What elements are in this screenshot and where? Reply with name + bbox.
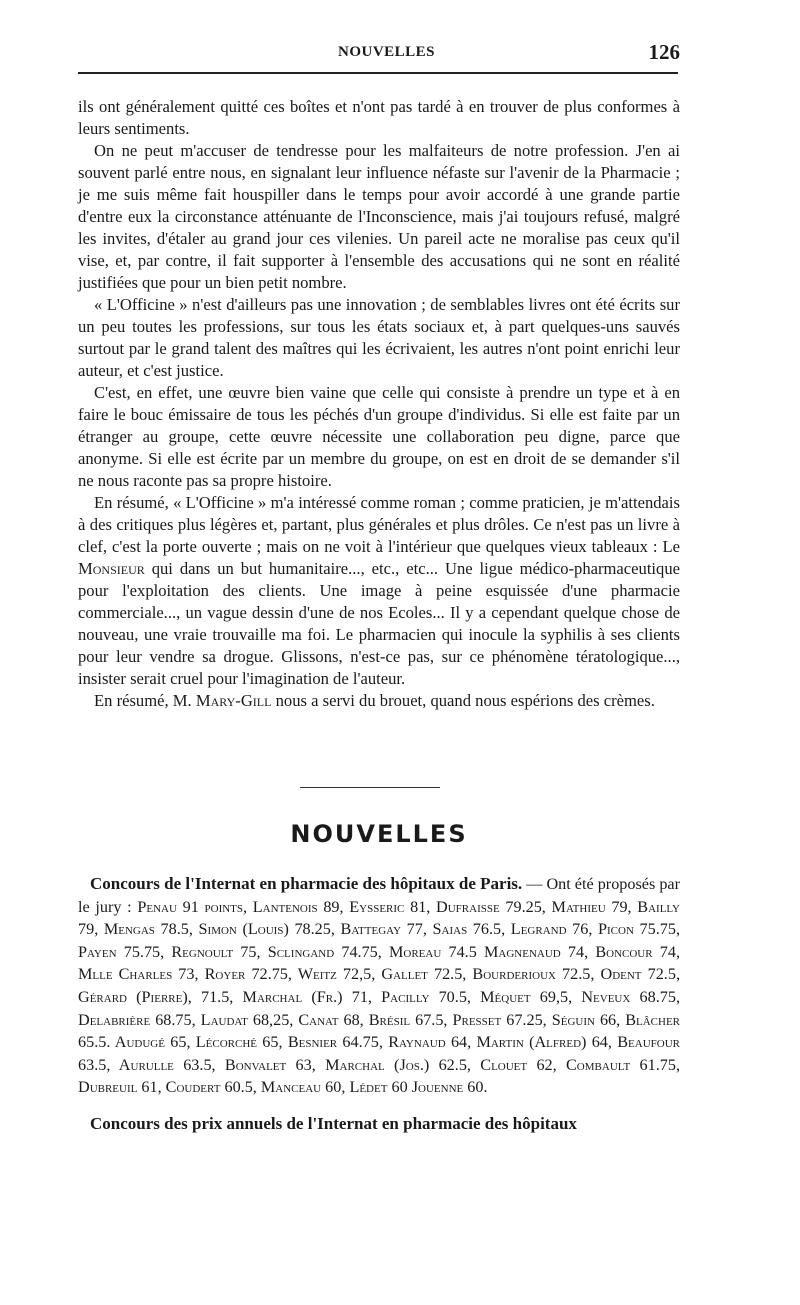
news-intro: — Ont été proposés par le jury : xyxy=(78,875,680,916)
paragraph: C'est, en effet, une œuvre bien vaine que celle qui consiste à prendre un type et à en faire le bouc émissaire de tous les péchés d'un groupe d'individus. Si elle est faite par un étranger au groupe, cette œuvre nécessite une collaboration peu digne, parce que anonyme. Si elle est écrite par un membre du groupe, on est en droit de se demander s'il ne nous raconte pas sa propre histoire. xyxy=(78,383,680,490)
news-heading: Concours de l'Internat en pharmacie des hôpitaux de Paris. xyxy=(90,874,523,893)
paragraph xyxy=(78,492,680,690)
candidate-list: Penau 91 points, Lantenois 89, Eysseric 81, Dufraisse 79.25, Mathieu 79, Bailly 79, Mengas 78.5, Simon (Louis) 78.25, Battegay 77, Saias 76.5, Legrand 76, Picon 75.75, Payen 75.75, Regnoult 75, Sclingand 74.75, Moreau 74.5 Magnenaud 74, Boncour 74, Mlle Charles 73, Royer 72.75, Weitz 72,5, Gallet 72.5, Bourderioux 72.5, Odent 72.5, Gérard (Pierre), 71.5, Marchal (Fr.) 71, Pacilly 70.5, Méquet 69,5, Neveux 68.75, Delabrière 68.75, Laudat 68,25, Canat 68, Brésil 67.5, Presset 67.25, Séguin 66, Blâcher 65.5. Audugé 65, Lécorché 65, Besnier 64.75, Raynaud 64, Martin (Alfred) 64, Beaufour 63.5, Aurulle 63.5, Bonvalet 63, Marchal (Jos.) 62.5, Clouet 62, Combault 61.75, Dubreuil 61, Coudert 60.5, Manceau 60, Lédet 60 Jouenne 60. xyxy=(78,897,680,1097)
news-section xyxy=(78,873,680,1136)
paragraph: On ne peut m'accuser de tendresse pour les malfaiteurs de notre profession. J'en ai souvent parlé entre nous, en signalant leur influence néfaste sur l'avenir de la Pharmacie ; je me suis même fait houspiller dans le temps pour avoir accordé à une grande partie d'entre eux la circonstance atténuante de l'Inconscience, mais j'ai toujours refusé, malgré les invites, d'étaler au grand jour ces vilenies. Un pareil acte ne moralise pas ceux qu'il vise, et, par contre, il fait supporter à l'ensemble des accusations qui ne sont en réalité justifiées que pour un bien petit nombre. xyxy=(78,141,680,292)
running-title: NOUVELLES xyxy=(338,44,436,60)
separator-rule xyxy=(300,787,440,788)
page-number: 126 xyxy=(648,40,680,64)
text-run: qui dans un but humanitaire..., etc., etc... Une ligue médico-pharmaceutique pour l'exploitation des clients. Une image à peine esquissée d'une pharmacie commerciale..., un vague dessin d'une de nos Ecoles... Il y a cependant quelque chose de nouveau, une vraie trouvaille ma foi. Le pharmacien qui inocule la syphilis à ses clients pour leur vendre sa drogue. Glissons, n'est-ce pas, sur ce phénomène tératologique..., insister serait cruel pour l'imagination de l'auteur. xyxy=(78,559,680,688)
running-head xyxy=(78,40,680,66)
text-run: En résumé, « L'Officine » m'a intéressé comme roman ; comme praticien, je m'attendais à des critiques plus légères et, partant, plus générales et plus drôles. Ce n'est pas un livre à clef, c'est la porte ouverte ; mais on ne voit à l'intérieur que quelques vieux tableaux : Le xyxy=(78,493,680,556)
text-run: En résumé, M. xyxy=(94,691,196,710)
article-body xyxy=(78,96,680,712)
paragraph xyxy=(78,690,680,712)
news-heading: Concours des prix annuels de l'Internat en pharmacie des hôpitaux xyxy=(90,1113,577,1133)
text-run: nous a servi du brouet, quand nous espérions des crèmes. xyxy=(271,691,655,710)
author-name: Mary-Gill xyxy=(195,691,272,710)
paragraph: « L'Officine » n'est d'ailleurs pas une innovation ; de semblables livres ont été écrits sur un peu toutes les professions, sur tous les états sociaux et, à part quelques-uns sauvés surtout par le grand talent des maîtres qui les écrivaient, les autres n'ont point enrichi leur auteur, et c'est justice. xyxy=(78,295,680,380)
smallcaps-run: Monsieur xyxy=(78,559,145,578)
news-item xyxy=(78,873,680,1099)
header-rule xyxy=(78,72,678,74)
paragraph: ils ont généralement quitté ces boîtes et n'ont pas tardé à en trouver de plus conformes à leurs sentiments. xyxy=(78,97,680,138)
news-item xyxy=(78,1113,680,1136)
section-title: NOUVELLES xyxy=(290,820,468,848)
